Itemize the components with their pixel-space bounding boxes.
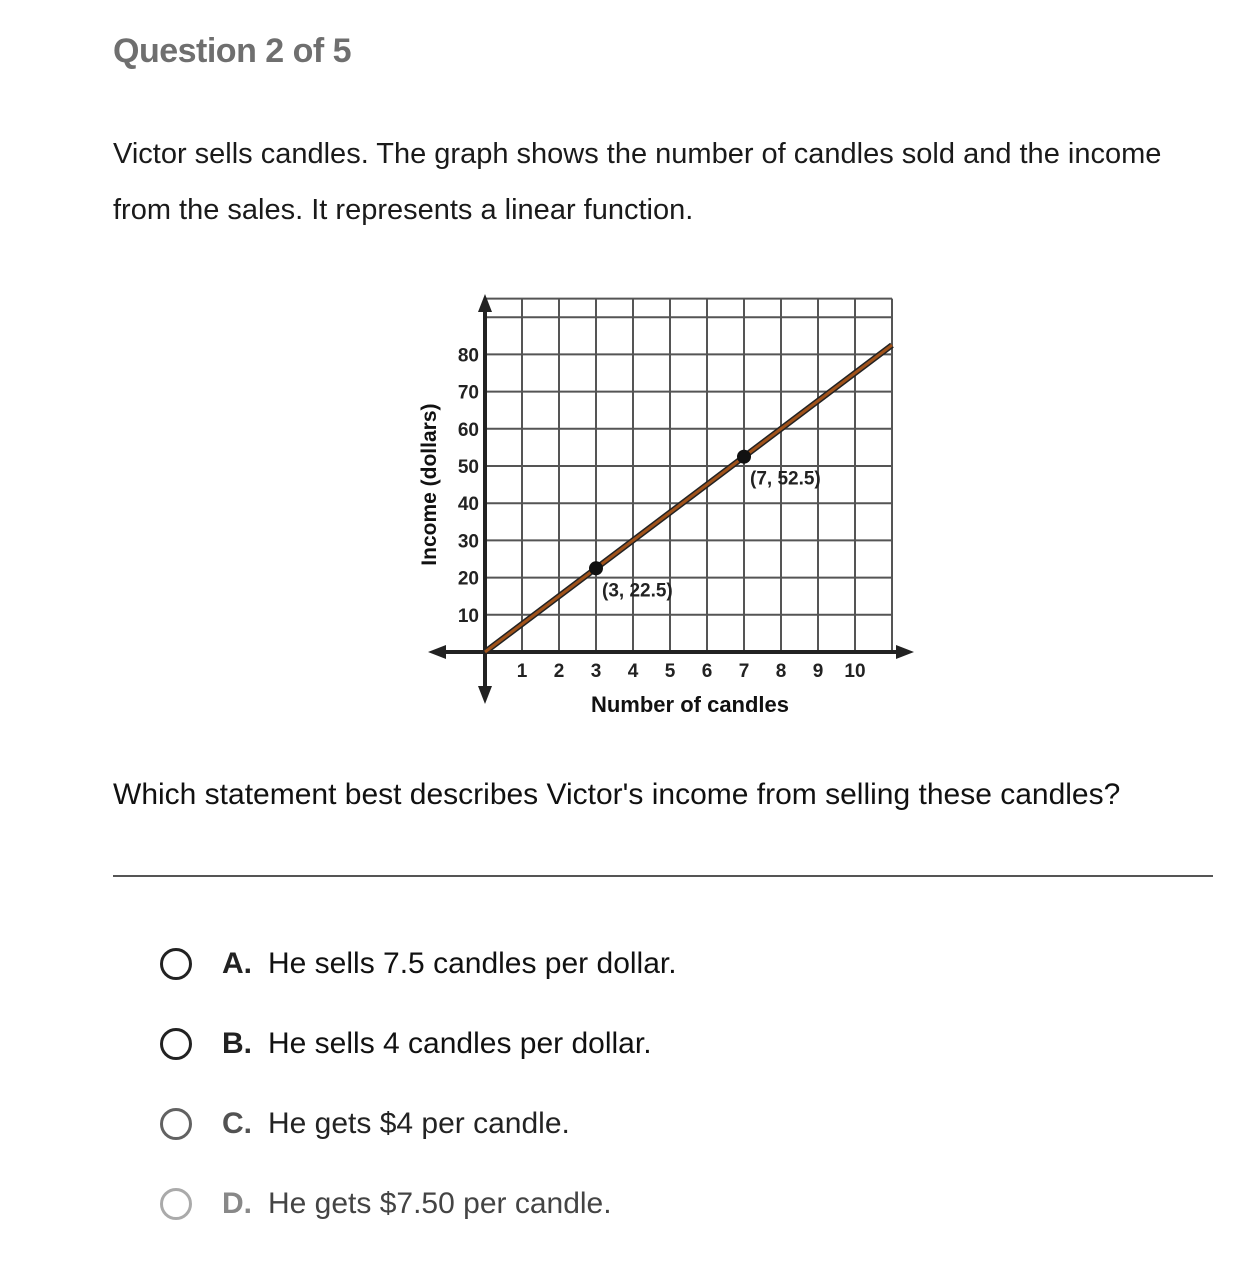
answer-options [160, 924, 677, 1244]
data-point-label: (7, 52.5) [750, 468, 821, 490]
x-tick-label: 1 [516, 661, 528, 682]
option-c[interactable] [160, 1084, 677, 1164]
question-text: Victor sells candles. The graph shows the number of candles sold and the income from the sales. It represents a linear function. [113, 138, 1162, 226]
y-tick-label: 30 [457, 531, 479, 553]
y-tick-label: 20 [457, 568, 479, 590]
income-graph [400, 290, 920, 720]
option-text: He gets $4 per candle. [268, 1107, 570, 1140]
option-letter: A. [222, 947, 252, 980]
x-tick-label: 3 [590, 661, 602, 682]
question-prompt: Which statement best describes Victor's income from selling these candles? [113, 778, 1121, 811]
radio-icon[interactable] [160, 1188, 192, 1220]
data-point [737, 450, 751, 464]
option-d[interactable] [160, 1164, 677, 1244]
x-tick-label: 2 [553, 661, 565, 682]
divider [113, 875, 1213, 877]
y-tick-label: 50 [457, 457, 479, 478]
x-tick-label: 4 [627, 661, 639, 682]
x-axis-title: Number of candles [590, 692, 790, 717]
y-axis-title: Income (dollars) [418, 403, 441, 566]
x-tick-label: 8 [775, 661, 787, 682]
radio-icon[interactable] [160, 948, 192, 980]
x-tick-label: 9 [812, 661, 824, 682]
y-tick-label: 40 [457, 494, 479, 516]
option-letter: D. [222, 1187, 252, 1220]
option-letter: B. [222, 1027, 252, 1060]
option-a[interactable] [160, 924, 677, 1004]
option-text: He sells 4 candles per dollar. [268, 1027, 652, 1060]
y-axis-arrow-up [478, 294, 492, 312]
y-tick-label: 70 [457, 382, 479, 404]
radio-icon[interactable] [160, 1108, 192, 1140]
question-counter: Question 2 of 5 [113, 32, 352, 70]
option-text: He gets $7.50 per candle. [268, 1187, 612, 1220]
x-axis-arrow-left [428, 645, 446, 659]
x-tick-label: 10 [844, 661, 866, 682]
y-axis-arrow-down [478, 686, 492, 704]
x-tick-label: 7 [738, 661, 750, 682]
data-point-label: (3, 22.5) [602, 580, 673, 602]
option-b[interactable] [160, 1004, 677, 1084]
x-tick-label: 6 [701, 661, 713, 682]
data-point [589, 561, 603, 575]
line-chart [400, 290, 920, 720]
x-axis-arrow-right [896, 645, 914, 659]
y-tick-label: 80 [457, 345, 479, 367]
radio-icon[interactable] [160, 1028, 192, 1060]
option-letter: C. [222, 1107, 252, 1140]
option-text: He sells 7.5 candles per dollar. [268, 947, 677, 980]
y-tick-label: 10 [457, 605, 479, 627]
y-tick-label: 60 [457, 419, 479, 441]
x-tick-label: 5 [664, 661, 676, 682]
